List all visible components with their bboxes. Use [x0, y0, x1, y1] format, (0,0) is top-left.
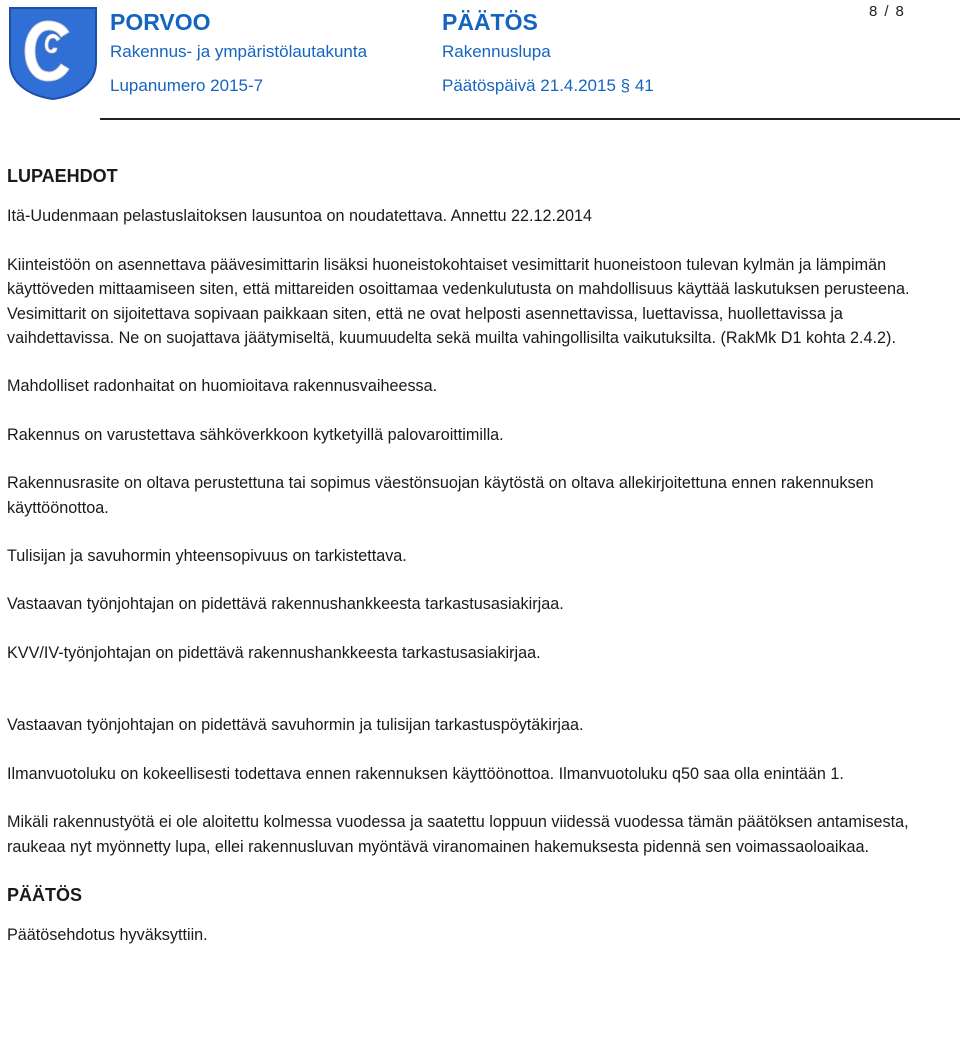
- paragraph: Vastaavan työnjohtajan on pidettävä rakennushankkeesta tarkastusasiakirjaa.: [7, 595, 564, 614]
- document-header: [0, 0, 960, 120]
- paragraph: Mikäli rakennustyötä ei ole aloitettu kolmessa vuodessa ja saatettu loppuun viidessä vuodessa tämän päätöksen antamisesta, raukeaa nyt myönnetty lupa, ellei rakennusluvan myöntävä viranomainen hakemuksesta pidennä sen voimassaoloaikaa.: [7, 813, 909, 856]
- paragraph: Kiinteistöön on asennettava päävesimittarin lisäksi huoneistokohtaiset vesimittarit huoneistoon tulevan kylmän ja lämpimän käyttöveden mittaamiseen siten, että mittareiden osoittamaa vedenkulutusta on mahdollisuus käyttää laskutuksen perusteena. Vesimittarit on sijoitettava sopivaan paikkaan siten, että ne ovat helposti asennettavissa, luettavissa, huollettavissa ja vaihdettavissa. Ne on suojattava jäätymiseltä, kuumuudelta sekä muilta vahingollisilta vaikutuksilta. (RakMk D1 kohta 2.4.2).: [7, 255, 910, 348]
- paragraph: Rakennus on varustettava sähköverkkoon kytketyillä palovaroittimilla.: [7, 425, 504, 444]
- page-total: 8: [895, 3, 904, 20]
- page-number: [869, 3, 904, 20]
- section-heading-permit-conditions: LUPAEHDOT: [7, 166, 118, 186]
- paragraph: Ilmanvuotoluku on kokeellisesti todettava ennen rakennuksen käyttöönottoa. Ilmanvuotoluku q50 saa olla enintään 1.: [7, 764, 844, 783]
- permit-number: Lupanumero 2015-7: [110, 76, 264, 95]
- document-title: PÄÄTÖS: [442, 9, 538, 35]
- page-separator: /: [884, 3, 889, 20]
- decision-heading: PÄÄTÖS: [7, 884, 83, 905]
- page-current: 8: [869, 3, 878, 20]
- committee-name: Rakennus- ja ympäristölautakunta: [110, 42, 368, 61]
- paragraph: Vastaavan työnjohtajan on pidettävä savuhormin ja tulisijan tarkastuspöytäkirjaa.: [7, 716, 584, 735]
- paragraph: KVV/IV-työnjohtajan on pidettävä rakennushankkeesta tarkastusasiakirjaa.: [7, 643, 541, 662]
- document-body: [7, 164, 952, 948]
- porvoo-coat-of-arms-icon: [6, 4, 100, 100]
- decision-date: Päätöspäivä 21.4.2015 § 41: [442, 76, 654, 95]
- paragraph: Rakennusrasite on oltava perustettuna tai sopimus väestönsuojan käytöstä on oltava allekirjoitettuna ennen rakennuksen käyttöönottoa.: [7, 474, 874, 517]
- org-name: PORVOO: [110, 9, 211, 35]
- decision-text: Päätösehdotus hyväksyttiin.: [7, 926, 208, 945]
- header-divider: [100, 118, 960, 120]
- document-type: Rakennuslupa: [442, 42, 551, 61]
- paragraph: Tulisijan ja savuhormin yhteensopivuus on tarkistettava.: [7, 547, 407, 566]
- paragraph: Mahdolliset radonhaitat on huomioitava rakennusvaiheessa.: [7, 377, 438, 396]
- paragraph: Itä-Uudenmaan pelastuslaitoksen lausuntoa on noudatettava. Annettu 22.12.2014: [7, 207, 592, 226]
